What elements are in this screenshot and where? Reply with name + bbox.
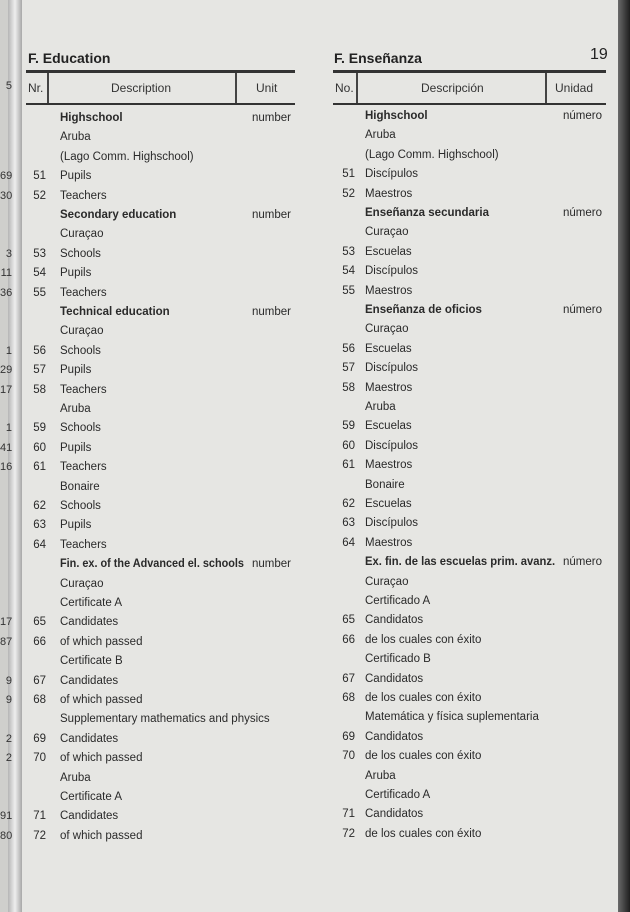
row-description: Matemática y física suplementaria	[365, 711, 539, 724]
table-row	[333, 708, 609, 726]
page-number: 19	[590, 46, 608, 63]
table-row	[24, 381, 296, 399]
table-row	[333, 340, 609, 358]
table-row	[333, 747, 609, 765]
category-heading: Enseñanza de oficios	[365, 304, 482, 316]
row-description: Supplementary mathematics and physics	[60, 713, 270, 726]
row-number: 57	[33, 364, 46, 377]
row-number: 58	[342, 381, 355, 394]
table-row	[24, 613, 296, 631]
table-row	[333, 282, 609, 300]
row-number: 71	[342, 808, 355, 821]
row-number: 55	[33, 286, 46, 299]
row-number: 53	[33, 247, 46, 260]
divider	[47, 73, 49, 103]
table-row	[24, 264, 296, 282]
row-description: Certificado B	[365, 653, 431, 666]
margin-number: 80	[0, 829, 13, 842]
row-description: (Lago Comm. Highschool)	[365, 148, 499, 161]
row-number: 72	[33, 829, 46, 842]
col-nr: Nr.	[28, 81, 44, 95]
table-row	[24, 633, 296, 651]
col-description: Description	[111, 81, 172, 95]
table-row	[333, 767, 609, 785]
margin-number: 30	[0, 189, 13, 202]
table-row	[333, 185, 609, 203]
row-number: 52	[33, 189, 46, 202]
row-description: de los cuales con éxito	[365, 633, 482, 646]
row-description: Discípulos	[365, 265, 419, 278]
table-row	[24, 439, 296, 457]
row-description: Aruba	[365, 401, 396, 413]
row-description: Maestros	[365, 284, 413, 297]
row-description: Schools	[60, 422, 101, 435]
table-header-en	[26, 70, 295, 105]
row-number: 72	[342, 827, 355, 840]
table-row	[333, 379, 609, 397]
category-heading: Ex. fin. de las escuelas prim. avanz.	[365, 556, 556, 569]
row-number: 54	[33, 267, 46, 280]
table-row	[333, 301, 609, 319]
table-row	[333, 417, 609, 435]
row-description: of which passed	[60, 694, 143, 706]
table-row	[24, 769, 296, 787]
row-description: Curaçao	[365, 575, 409, 588]
table-row	[333, 728, 609, 746]
row-description: Teachers	[60, 189, 107, 202]
row-description: Candidatos	[365, 614, 424, 627]
margin-number: 2	[5, 752, 12, 765]
category-heading: Fin. ex. of the Advanced el. schools	[60, 558, 244, 571]
row-number: 57	[342, 362, 355, 375]
row-description: of which passed	[60, 829, 143, 842]
row-number: 51	[33, 170, 46, 183]
row-description: Aruba	[60, 771, 91, 784]
row-unit: number	[252, 209, 291, 221]
row-description: Schools	[60, 247, 101, 260]
row-description: Maestros	[365, 536, 413, 549]
row-number: 63	[33, 519, 46, 532]
margin-number: 11	[0, 267, 12, 280]
row-number: 63	[342, 517, 355, 530]
row-number: 64	[33, 538, 46, 551]
row-description: Pupils	[60, 267, 92, 280]
category-heading: Highschool	[365, 110, 428, 122]
table-row	[333, 786, 609, 804]
table-row	[333, 573, 609, 591]
margin-number: 29	[0, 364, 13, 377]
row-description: Candidates	[60, 732, 119, 745]
row-description: Escuelas	[365, 245, 412, 258]
row-description: Certificado A	[365, 595, 431, 607]
row-number: 67	[33, 674, 46, 687]
table-row	[24, 148, 296, 166]
row-number: 64	[342, 536, 355, 549]
row-unit: number	[252, 558, 291, 571]
row-description: Escuelas	[365, 342, 412, 355]
row-number: 70	[342, 750, 355, 763]
row-description: Discípulos	[365, 517, 419, 530]
table-row	[333, 146, 609, 164]
table-row	[24, 225, 296, 243]
table-row	[24, 807, 296, 825]
row-number: 62	[33, 500, 46, 512]
category-heading: Secondary education	[60, 209, 177, 221]
row-number: 59	[342, 420, 355, 433]
row-number: 68	[33, 694, 46, 706]
row-number: 54	[342, 265, 355, 278]
table-row	[24, 284, 296, 302]
row-unit: number	[252, 306, 291, 318]
divider	[356, 73, 358, 103]
row-description: Pupils	[60, 170, 92, 183]
table-row	[333, 223, 609, 241]
margin-number: 3	[5, 247, 12, 260]
row-description: Bonaire	[365, 478, 405, 491]
row-description: Candidatos	[365, 730, 424, 743]
table-row	[24, 710, 296, 728]
row-description: Schools	[60, 500, 101, 512]
row-description: Certificado A	[365, 789, 431, 801]
table-row	[24, 245, 296, 263]
row-description: Aruba	[60, 131, 91, 144]
row-description: Aruba	[365, 129, 396, 142]
margin-number: 91	[0, 810, 13, 823]
margin-number: 36	[0, 286, 13, 299]
row-description: de los cuales con éxito	[365, 692, 482, 704]
row-description: de los cuales con éxito	[365, 827, 482, 840]
row-description: Certificate A	[60, 597, 122, 609]
row-unit: número	[563, 207, 602, 219]
row-number: 56	[342, 342, 355, 355]
row-number: 65	[33, 616, 46, 629]
row-description: Teachers	[60, 538, 107, 551]
row-unit: número	[563, 556, 602, 569]
row-description: Maestros	[365, 459, 413, 472]
row-number: 62	[342, 498, 355, 510]
table-row	[24, 322, 296, 340]
divider	[545, 73, 547, 103]
table-row	[24, 128, 296, 146]
table-row	[24, 749, 296, 767]
table-row	[24, 594, 296, 612]
table-row	[24, 788, 296, 806]
row-number: 66	[342, 633, 355, 646]
table-row	[24, 361, 296, 379]
table-row	[24, 400, 296, 418]
table-row	[24, 672, 296, 690]
row-description: Bonaire	[60, 480, 100, 493]
row-description: Maestros	[365, 187, 413, 200]
row-description: Teachers	[60, 383, 107, 396]
category-heading: Technical education	[60, 306, 170, 318]
category-heading: Enseñanza secundaria	[365, 207, 489, 219]
row-number: 69	[342, 730, 355, 743]
row-description: Curaçao	[365, 323, 409, 336]
table-row	[333, 495, 609, 513]
row-number: 52	[342, 187, 355, 200]
table-row	[333, 107, 609, 125]
row-description: Discípulos	[365, 439, 419, 452]
table-row	[333, 514, 609, 532]
table-row	[333, 204, 609, 222]
section-title-es: F. Enseñanza	[334, 50, 422, 66]
table-row	[24, 730, 296, 748]
row-description: Escuelas	[365, 498, 412, 510]
divider	[235, 73, 237, 103]
row-description: Certificate A	[60, 791, 122, 803]
col-nr: No.	[335, 81, 354, 95]
table-row	[333, 437, 609, 455]
table-row	[24, 516, 296, 534]
row-description: Pupils	[60, 364, 92, 377]
table-header-es	[333, 70, 606, 105]
row-description: Discípulos	[365, 168, 419, 181]
table-row	[333, 456, 609, 474]
row-description: Certificate B	[60, 655, 123, 668]
row-number: 51	[342, 168, 355, 181]
table-row	[24, 827, 296, 845]
row-number: 66	[33, 635, 46, 648]
margin-number: 69	[0, 170, 13, 183]
table-row	[333, 476, 609, 494]
col-unit: Unidad	[555, 81, 594, 95]
table-row	[24, 206, 296, 224]
row-description: Curaçao	[60, 325, 104, 338]
row-description: Candidates	[60, 616, 119, 629]
table-row	[24, 575, 296, 593]
margin-number: 17	[0, 616, 13, 629]
row-description: Candidates	[60, 810, 119, 823]
table-row	[333, 359, 609, 377]
row-description: Pupils	[60, 441, 92, 454]
category-heading: Highschool	[60, 112, 123, 124]
margin-number: 9	[5, 694, 12, 706]
row-number: 68	[342, 692, 355, 704]
table-row	[24, 458, 296, 476]
table-row	[333, 650, 609, 668]
table-row	[333, 670, 609, 688]
row-description: Curaçao	[365, 226, 409, 239]
table-row	[24, 187, 296, 205]
table-row	[333, 165, 609, 183]
table-row	[24, 478, 296, 496]
margin-number: 2	[5, 732, 12, 745]
table-row	[333, 825, 609, 843]
margin-number: 5	[5, 80, 12, 92]
row-description: de los cuales con éxito	[365, 750, 482, 763]
row-number: 60	[33, 441, 46, 454]
page-edge-shadow	[618, 0, 630, 912]
row-number: 67	[342, 672, 355, 685]
row-unit: número	[563, 304, 602, 316]
table-row	[333, 805, 609, 823]
row-number: 55	[342, 284, 355, 297]
row-number: 53	[342, 245, 355, 258]
row-description: Escuelas	[365, 420, 412, 433]
table-row	[24, 497, 296, 515]
margin-number: 41	[0, 441, 13, 454]
row-number: 61	[33, 461, 46, 474]
row-description: Maestros	[365, 381, 413, 394]
table-row	[333, 320, 609, 338]
col-unit: Unit	[256, 81, 278, 95]
table-row	[24, 419, 296, 437]
section-title-en: F. Education	[28, 50, 111, 66]
row-unit: number	[252, 112, 291, 124]
row-description: Aruba	[60, 403, 91, 415]
table-row	[333, 534, 609, 552]
margin-number: 1	[5, 344, 12, 357]
row-unit: número	[563, 110, 602, 122]
row-description: Candidatos	[365, 672, 424, 685]
table-row	[333, 689, 609, 707]
table-row	[24, 167, 296, 185]
row-number: 69	[33, 732, 46, 745]
margin-number: 87	[0, 635, 13, 648]
row-number: 60	[342, 439, 355, 452]
row-number: 56	[33, 344, 46, 357]
row-description: Discípulos	[365, 362, 419, 375]
table-row	[24, 303, 296, 321]
row-description: (Lago Comm. Highschool)	[60, 150, 194, 163]
table-row	[333, 243, 609, 261]
row-number: 59	[33, 422, 46, 435]
table-row	[333, 262, 609, 280]
row-number: 61	[342, 459, 355, 472]
row-description: Candidatos	[365, 808, 424, 821]
table-row	[333, 611, 609, 629]
row-number: 58	[33, 383, 46, 396]
table-row	[333, 631, 609, 649]
row-description: Teachers	[60, 286, 107, 299]
table-row	[24, 536, 296, 554]
col-description: Descripción	[421, 81, 484, 95]
table-row	[24, 342, 296, 360]
table-row	[24, 555, 296, 573]
row-description: Curaçao	[60, 577, 104, 590]
row-description: Schools	[60, 344, 101, 357]
table-row	[333, 553, 609, 571]
row-description: Teachers	[60, 461, 107, 474]
table-row	[24, 109, 296, 127]
table-row	[24, 652, 296, 670]
margin-number: 17	[0, 383, 13, 396]
table-row	[24, 691, 296, 709]
table-row	[333, 398, 609, 416]
row-number: 65	[342, 614, 355, 627]
table-row	[333, 126, 609, 144]
row-description: of which passed	[60, 635, 143, 648]
row-number: 70	[33, 752, 46, 765]
row-description: Curaçao	[60, 228, 104, 241]
row-description: Aruba	[365, 769, 396, 782]
row-number: 71	[33, 810, 46, 823]
table-row	[333, 592, 609, 610]
margin-number: 9	[5, 674, 12, 687]
margin-number: 1	[5, 422, 12, 435]
margin-number: 16	[0, 461, 13, 474]
row-description: Candidates	[60, 674, 119, 687]
row-description: Pupils	[60, 519, 92, 532]
row-description: of which passed	[60, 752, 143, 765]
